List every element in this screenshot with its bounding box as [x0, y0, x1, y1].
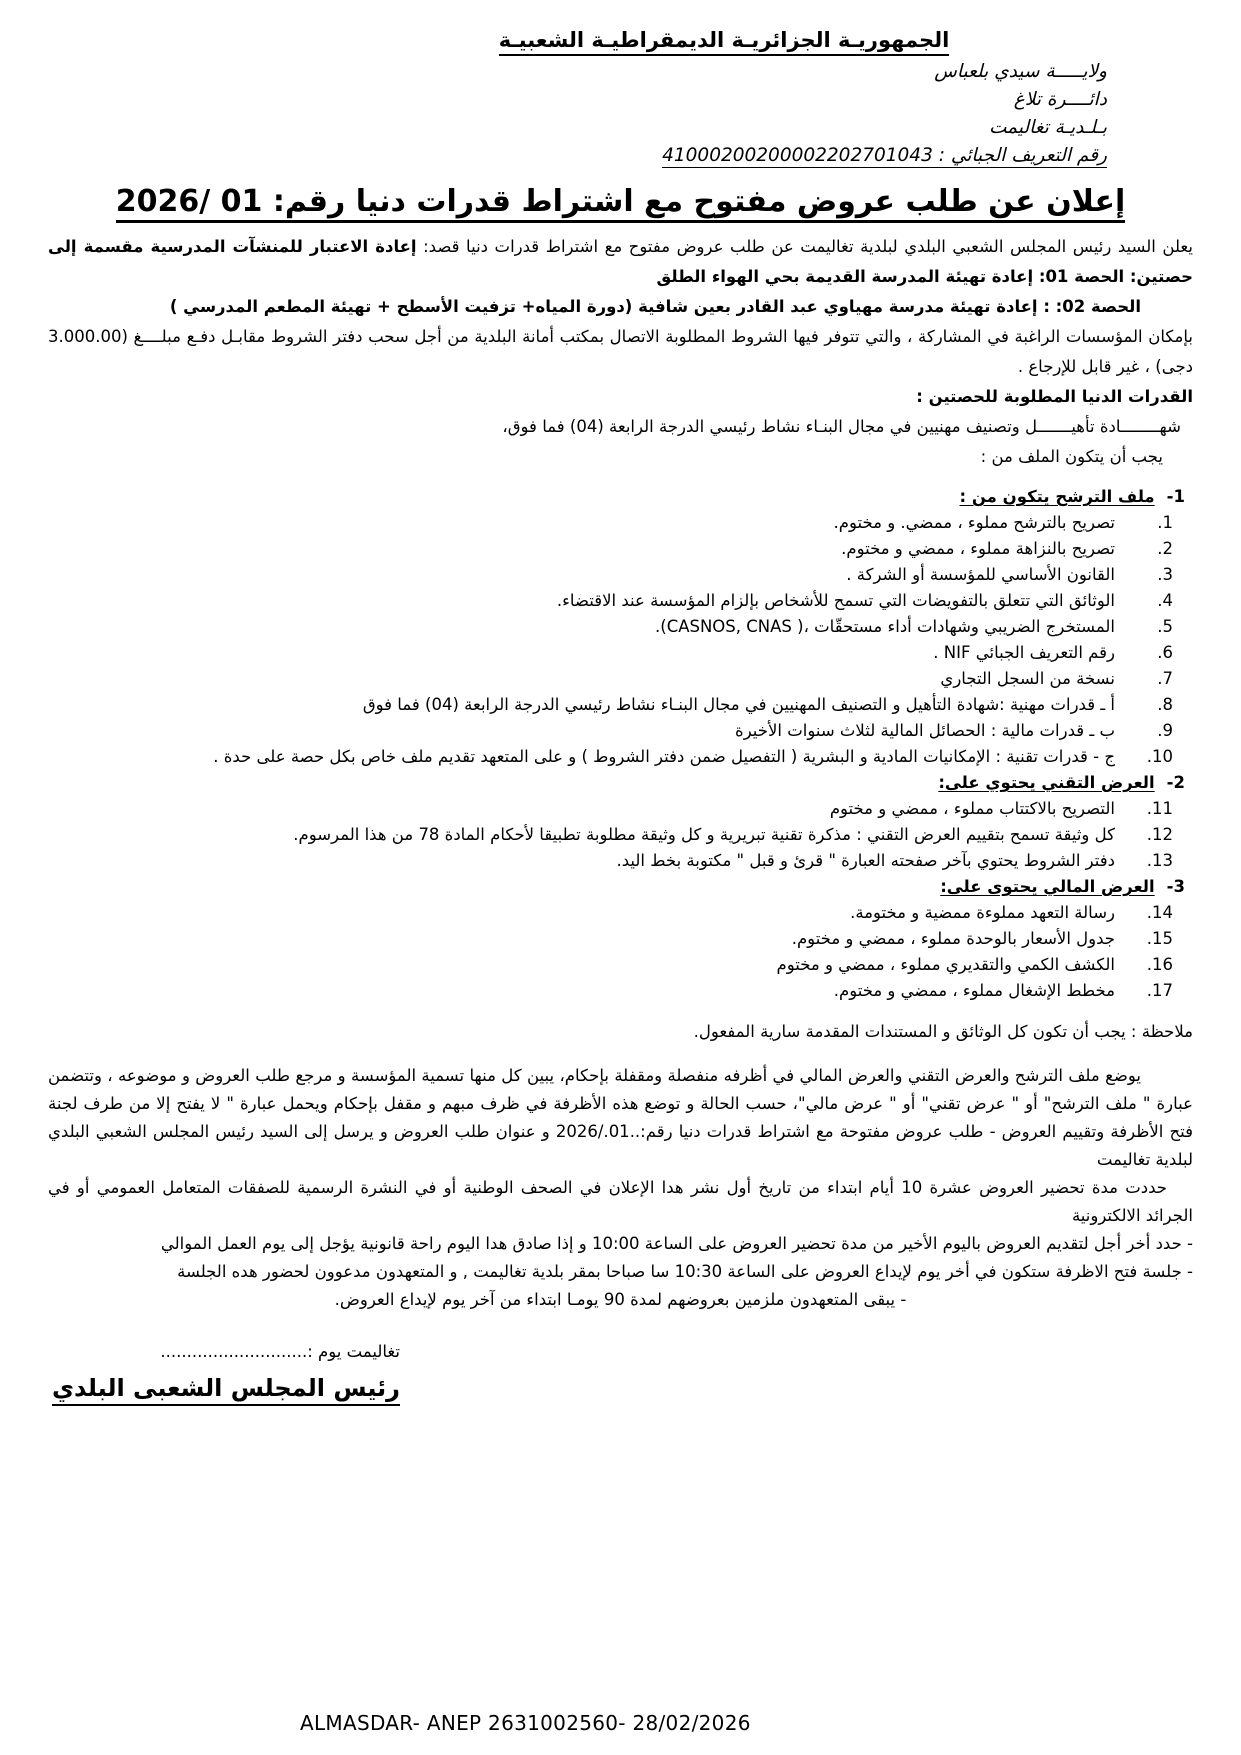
list-item-text: نسخة من السجل التجاري: [940, 669, 1115, 688]
list-item: [48, 900, 1193, 926]
section-heading-1: [48, 484, 1193, 510]
list-item: [48, 666, 1193, 692]
capacities-line: شهــــــــادة تأهيـــــــل وتصنيف مهنيين في مجال البنـاء نشاط رئيسي الدرجة الرابعة (04) فما فوق،: [502, 417, 1181, 436]
list-item-text: رقم التعريف الجبائي NIF .: [933, 643, 1115, 662]
intro-paragraph: [48, 232, 1193, 292]
section-heading-number: 1-: [1166, 487, 1185, 506]
list-item: [48, 614, 1193, 640]
list-item: [48, 744, 1193, 770]
list-item-number: 6.: [1157, 643, 1173, 662]
list-item-number: 11.: [1146, 799, 1173, 818]
list-item-text: الوثائق التي تتعلق بالتفويضات التي تسمح للأشخاص بإلزام المؤسسة عند الاقتضاء.: [556, 591, 1115, 610]
list-item-text: جدول الأسعار بالوحدة مملوء ، ممضي و مختوم.: [791, 929, 1115, 948]
list-item-text: الكشف الكمي والتقديري مملوء ، ممضي و مختوم: [776, 955, 1115, 974]
list-item: [48, 588, 1193, 614]
section-heading-3: [48, 874, 1193, 900]
list-item: [48, 510, 1193, 536]
list-item-number: 4.: [1157, 591, 1173, 610]
list-item-number: 16.: [1146, 955, 1173, 974]
section-heading-text: العرض المالي يحتوى على:: [940, 877, 1155, 896]
list-item-number: 14.: [1146, 903, 1173, 922]
section-heading-text: ملف الترشح يتكون من :: [959, 487, 1155, 506]
note-line: ملاحظة : يجب أن تكون كل الوثائق و المستندات المقدمة سارية المفعول.: [693, 1022, 1193, 1041]
closing-block: [48, 1018, 1193, 1314]
deadline-line: - يبقى المتعهدون ملزمين بعروضهم لمدة 90 يومـا ابتداء من آخر يوم لإيداع العروض.: [334, 1290, 907, 1309]
section-heading-text: العرض التقني يحتوي على:: [938, 773, 1155, 792]
list-item-number: 9.: [1157, 721, 1173, 740]
list-item: [48, 640, 1193, 666]
wilaya-line: ولايـــــة سيدي بلعباس: [934, 61, 1107, 82]
commune-line: بـلـديـة تغاليمت: [989, 117, 1107, 138]
list-item-text: تصريح بالنزاهة مملوء ، ممضي و مختوم.: [841, 539, 1115, 558]
list-item-number: 8.: [1157, 695, 1173, 714]
list-item: [48, 978, 1193, 1004]
list-item-text: أ ـ قدرات مهنية :شهادة التأهيل و التصنيف المهنيين في مجال البنـاء نشاط رئيسي الدرجة الرابعة (04) فما فوق: [362, 695, 1115, 714]
deadline-line: - جلسة فتح الاظرفة ستكون في أخر يوم لإيداع العروض على الساعة 10:30 سا صباحا بمقر بلدية تغاليمت , و المتعهدون مدعوون لحضور هده الجلسة: [177, 1262, 1193, 1281]
envelope-paragraph: يوضع ملف الترشح والعرض التقني والعرض المالي في أظرفه منفصلة ومقفلة بإحكام، يبين كل منها تسمية المؤسسة و مرجع طلب العروض و موضوعه ، وتتضمن عبارة " ملف الترشح" أو " عرض تقني" أو " عرض مالي"، حسب الحالة و توضع هذه الأظرفة في ظرف مبهم و مقفل بإحكام ويحمل عبارة " لا يفتح إلا من طرف لجنة فتح الأظرفة وتقييم العروض - طلب عروض مفتوحة مع اشتراط قدرات دنيا رقم:..01./2026 و عنوان طلب العروض و يرسل إلى السيد رئيس المجلس الشعبي البلدي لبلدية تغاليمت: [48, 1066, 1193, 1169]
participation-paragraph: بإمكان المؤسسات الراغبة في المشاركة ، والتي تتوفر فيها الشروط المطلوبة الاتصال بمكتب أمانة البلدية من أجل سحب دفتر الشروط مقابـل دفـع مبلــــغ (3.000.00 دجى) ، غير قابل للإرجاع .: [48, 327, 1193, 376]
daira-line: دائــــرة تلاغ: [1013, 89, 1107, 110]
deadline-line: - حدد أخر أجل لتقديم العروض باليوم الأخير من مدة تحضير العروض على الساعة 10:00 و إذا صادق هدا اليوم راحة قانونية يؤجل إلى يوم العمل الموالي: [160, 1234, 1193, 1253]
list-item-text: ج - قدرات تقنية : الإمكانيات المادية و البشرية ( التفصيل ضمن دفتر الشروط ) و على المتعهد تقديم ملف خاص بكل حصة على حدة .: [213, 747, 1115, 766]
list-item-number: 10.: [1146, 747, 1173, 766]
tax-id-text: رقم التعريف الجبائي : 41000200200002202701043: [662, 145, 1107, 166]
intro-announce-text: يعلن السيد رئيس المجلس الشعبي البلدي لبلدية تغاليمت عن طلب عروض مفتوح مع اشتراط قدرات دنيا قصد:: [416, 237, 1193, 256]
list-item-number: 1.: [1157, 513, 1173, 532]
footer-anep-line: ALMASDAR- ANEP 2631002560- 28/02/2026: [300, 1711, 751, 1735]
list-item-text: المستخرج الضريبي وشهادات أداء مستحقّات ،( CASNOS, CNAS).: [655, 617, 1115, 636]
list-item: [48, 536, 1193, 562]
list-item: [48, 848, 1193, 874]
announcement-title-text: إعلان عن طلب عروض مفتوح مع اشتراط قدرات دنيا رقم: 01 /2026: [116, 184, 1126, 223]
section-heading-number: 3-: [1166, 877, 1185, 896]
file-requirement-line: يجب أن يتكون الملف من :: [980, 447, 1163, 466]
list-item-text: تصريح بالترشح مملوء ، ممضي. و مختوم.: [833, 513, 1115, 532]
list-item: [48, 926, 1193, 952]
list-item-text: كل وثيقة تسمح بتقييم العرض التقني : مذكرة تقنية تبريرية و كل وثيقة مطلوبة تطبيقا لأحكام المادة 78 من هذا المرسوم.: [293, 825, 1115, 844]
intro-purpose-text: إعادة الاعتبار للمنشآت المدرسية مقسمة إلى حصتين: الحصة 01: إعادة تهيئة المدرسة القديمة بحي الهواء الطلق: [48, 237, 1193, 286]
list-item-text: دفتر الشروط يحتوي بآخر صفحته العبارة " قرئ و قبل " مكتوبة بخط اليد.: [616, 851, 1115, 870]
list-item: [48, 796, 1193, 822]
intro-block: [48, 232, 1193, 472]
announcement-title: [48, 180, 1193, 224]
republic-title-text: الجمهوريـة الجزائريـة الديمقراطيـة الشعبيـة: [499, 28, 950, 56]
section-heading-number: 2-: [1166, 773, 1185, 792]
list-item-number: 15.: [1146, 929, 1173, 948]
list-item: [48, 952, 1193, 978]
list-item: [48, 718, 1193, 744]
list-item-text: ب ـ قدرات مالية : الحصائل المالية لثلاث سنوات الأخيرة: [735, 721, 1115, 740]
list-item-number: 12.: [1146, 825, 1173, 844]
list-item-text: مخطط الإشغال مملوء ، ممضي و مختوم.: [833, 981, 1115, 1000]
preparation-paragraph: حددت مدة تحضير العروض عشرة 10 أيام ابتداء من تاريخ أول نشر هدا الإعلان في الصحف الوطنية أو في النشرة الرسمية للصفقات المتعامل العمومي أو في الجرائد الالكترونية: [48, 1178, 1193, 1225]
list-item-number: 3.: [1157, 565, 1173, 584]
list-item-text: القانون الأساسي للمؤسسة أو الشركة .: [846, 565, 1115, 584]
requirements-sections: [48, 484, 1193, 1004]
list-item-text: التصريح بالاكتتاب مملوء ، ممضي و مختوم: [829, 799, 1115, 818]
list-item-number: 13.: [1146, 851, 1173, 870]
issuing-authority-block: [48, 58, 1107, 170]
list-item-number: 2.: [1157, 539, 1173, 558]
signature-title: [52, 1370, 400, 1406]
list-item-number: 17.: [1146, 981, 1173, 1000]
lot2-line: الحصة 02: : إعادة تهيئة مدرسة مهياوي عبد القادر بعين شافية (دورة المياه+ تزفيت الأسطح + تهيئة المطعم المدرسي ): [169, 297, 1141, 316]
signature-title-text: رئيس المجلس الشعبى البلدي: [52, 1374, 400, 1406]
list-item-number: 7.: [1157, 669, 1173, 688]
list-item: [48, 692, 1193, 718]
list-item: [48, 822, 1193, 848]
section-heading-2: [48, 770, 1193, 796]
signature-block: [52, 1338, 400, 1406]
signature-date-line: تغاليمت يوم :............................: [160, 1342, 400, 1361]
tax-id-line: [48, 142, 1107, 170]
republic-title: [255, 24, 1193, 56]
list-item-number: 5.: [1157, 617, 1173, 636]
capacities-heading: القدرات الدنيا المطلوبة للحصتين :: [916, 387, 1193, 406]
list-item: [48, 562, 1193, 588]
list-item-text: رسالة التعهد مملوءة ممضية و مختومة.: [850, 903, 1115, 922]
